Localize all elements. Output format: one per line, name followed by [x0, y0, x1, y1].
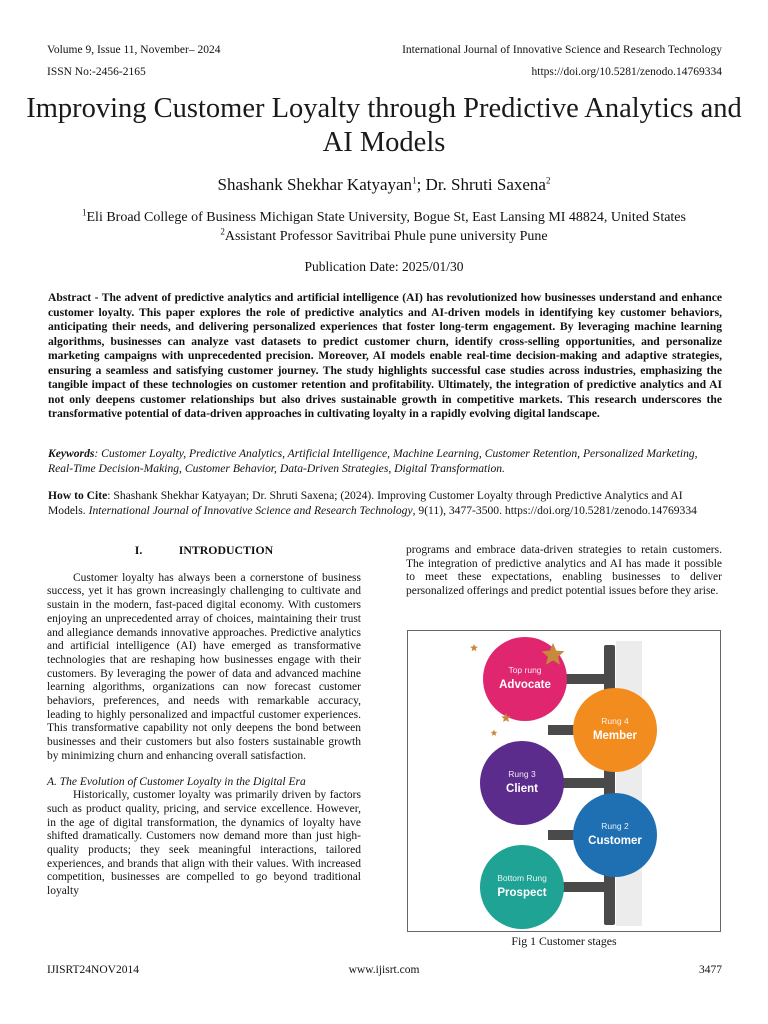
affiliations — [0, 208, 768, 246]
affiliation-2-sup: 2 — [220, 226, 225, 237]
intro-paragraph-3: programs and embrace data-driven strategies to retain customers. The integration of predictive analytics and AI has made it possible to meet these expectations, enabling businesses to deliver personalized offerings and predict potential issues before they arise. — [406, 544, 722, 598]
ladder-rung-bar — [558, 778, 604, 788]
intro-paragraph-1: Customer loyalty has always been a cornerstone of business success, yet it has grown increasingly challenging to cultivate and sustain in the modern, fast-paced digital economy. With customers enjoying an unprecedented array of choices, maintaining their trust and allegiance demands innovative approaches. Predictive analytics and artificial intelligence (AI) have emerged as transformative technologies that are reshaping how businesses engage with their customers. By leveraging the power of data and advanced machine learning algorithms, organizations can now forecast customer behaviors, preferences, and needs with remarkable accuracy, leading to highly personalized and impactful customer experiences. This transformative capability not only deepens the bond between businesses and their customers but also fosters sustainable growth by minimizing churn and enhancing overall satisfaction. — [47, 571, 361, 762]
figure-caption: Fig 1 Customer stages — [511, 934, 617, 948]
rung-small-label: Top rung — [508, 665, 542, 675]
section-heading — [47, 544, 361, 558]
rung-small-label: Rung 4 — [601, 716, 629, 726]
doi-link[interactable]: https://doi.org/10.5281/zenodo.14769334 — [531, 66, 722, 78]
subsection-heading: A. The Evolution of Customer Loyalty in the Digital Era — [47, 775, 306, 788]
rung-stage-label: Member — [592, 730, 638, 742]
ladder-shadow — [616, 641, 642, 926]
cite-label: How to Cite — [48, 489, 108, 502]
abstract: Abstract - The advent of predictive analytics and artificial intelligence (AI) has revolutionized how businesses understand and enhance customer loyalty. This paper explores the role of predictive analytics and AI-driven models in identifying key customer behaviors, anticipating their needs, and delivering personalized experiences that foster long-term engagement. By leveraging machine learning algorithms, businesses can analyze vast datasets to predict customer churn, identify cross-selling opportunities, and personalize marketing campaigns with unprecedented precision. Moreover, AI models enable real-time decision-making and adaptive strategies, ensuring a seamless and satisfying customer journey. The study highlights successful case studies across industries, emphasizing the tangible impact of these technologies on customer retention and profitability. Ultimately, the integration of predictive analytics and AI not only deepens customer relationships but also drives sustainable growth in competitive markets. This research underscores the transformative potential of data-driven approaches in cultivating loyalty in a rapidly evolving digital landscape. — [48, 291, 722, 420]
rung-small-label: Rung 2 — [601, 821, 629, 831]
author-line — [0, 175, 768, 195]
rung-stage-label: Advocate — [499, 679, 551, 691]
rung-small-label: Rung 3 — [508, 769, 536, 779]
cite-text-1: : Shashank Shekhar Katyayan; Dr. Shruti Saxena; (2024). Improving Customer Loyalty through Predictive Analytics and AI Models. — [48, 489, 683, 517]
keywords-label: Keywords — [48, 447, 95, 460]
issn: ISSN No:-2456-2165 — [47, 66, 146, 78]
affiliation-1-text: Eli Broad College of Business Michigan State University, Bogue St, East Lansing MI 48824, United States — [86, 210, 686, 225]
ladder-pole — [604, 645, 615, 925]
rung-stage-label: Prospect — [497, 887, 547, 899]
publication-date: Publication Date: 2025/01/30 — [304, 259, 464, 274]
cite-text-2: , 9(11), 3477-3500. https://doi.org/10.5281/zenodo.14769334 — [412, 503, 697, 517]
star-icon — [470, 644, 478, 651]
affiliation-1-sup: 1 — [82, 207, 87, 218]
figure-customer-stages — [407, 630, 721, 932]
author-sep: ; — [416, 175, 426, 194]
author-1: Shashank Shekhar Katyayan — [217, 175, 413, 194]
rung-stage-label: Customer — [588, 835, 642, 847]
intro-paragraph-2: Historically, customer loyalty was primarily driven by factors such as product quality, pricing, and service excellence. However, in the age of digital transformation, the dynamics of loyalty have shifted dramatically. Customers now demand more than just high-quality products; they seek meaningful interactions, tailored experiences, and brands that align with their values. With increased competition, businesses are compelled to go beyond traditional loyalty — [47, 789, 361, 898]
affiliation-2-text: Assistant Professor Savitribai Phule pune university Pune — [224, 229, 548, 244]
journal-name: International Journal of Innovative Science and Research Technology — [402, 44, 722, 56]
section-title: INTRODUCTION — [178, 543, 274, 557]
author-2-sup: 2 — [545, 175, 551, 186]
volume-info: Volume 9, Issue 11, November– 2024 — [47, 44, 221, 56]
keywords-text: : Customer Loyalty, Predictive Analytics, Artificial Intelligence, Machine Learning, Customer Retention, Personalized Marketing, Real-Time Decision-Making, Customer Behavior, Data-Driven Strategies, Digital Transformation. — [48, 447, 698, 475]
loyalty-ladder-diagram — [408, 631, 722, 933]
keywords — [48, 446, 722, 476]
rung-small-label: Bottom Rung — [497, 873, 547, 883]
rung-stage-label: Client — [506, 783, 538, 795]
left-column — [47, 544, 361, 899]
footer-site-link[interactable]: www.ijisrt.com — [348, 964, 420, 976]
paper-title: Improving Customer Loyalty through Predictive Analytics and AI Models — [26, 93, 742, 158]
ladder-rung-bar — [558, 882, 604, 892]
author-2: Dr. Shruti Saxena — [425, 175, 546, 194]
ladder-rung-bar — [561, 674, 604, 684]
footer-code: IJISRT24NOV2014 — [47, 964, 139, 976]
affiliation-1 — [0, 208, 768, 227]
star-icon — [491, 730, 498, 736]
cite-journal: International Journal of Innovative Science and Research Technology — [88, 503, 413, 517]
affiliation-2 — [0, 227, 768, 246]
section-number: I. — [134, 543, 143, 557]
author-1-sup: 1 — [412, 175, 417, 186]
how-to-cite — [48, 489, 722, 518]
page-number: 3477 — [699, 964, 722, 976]
